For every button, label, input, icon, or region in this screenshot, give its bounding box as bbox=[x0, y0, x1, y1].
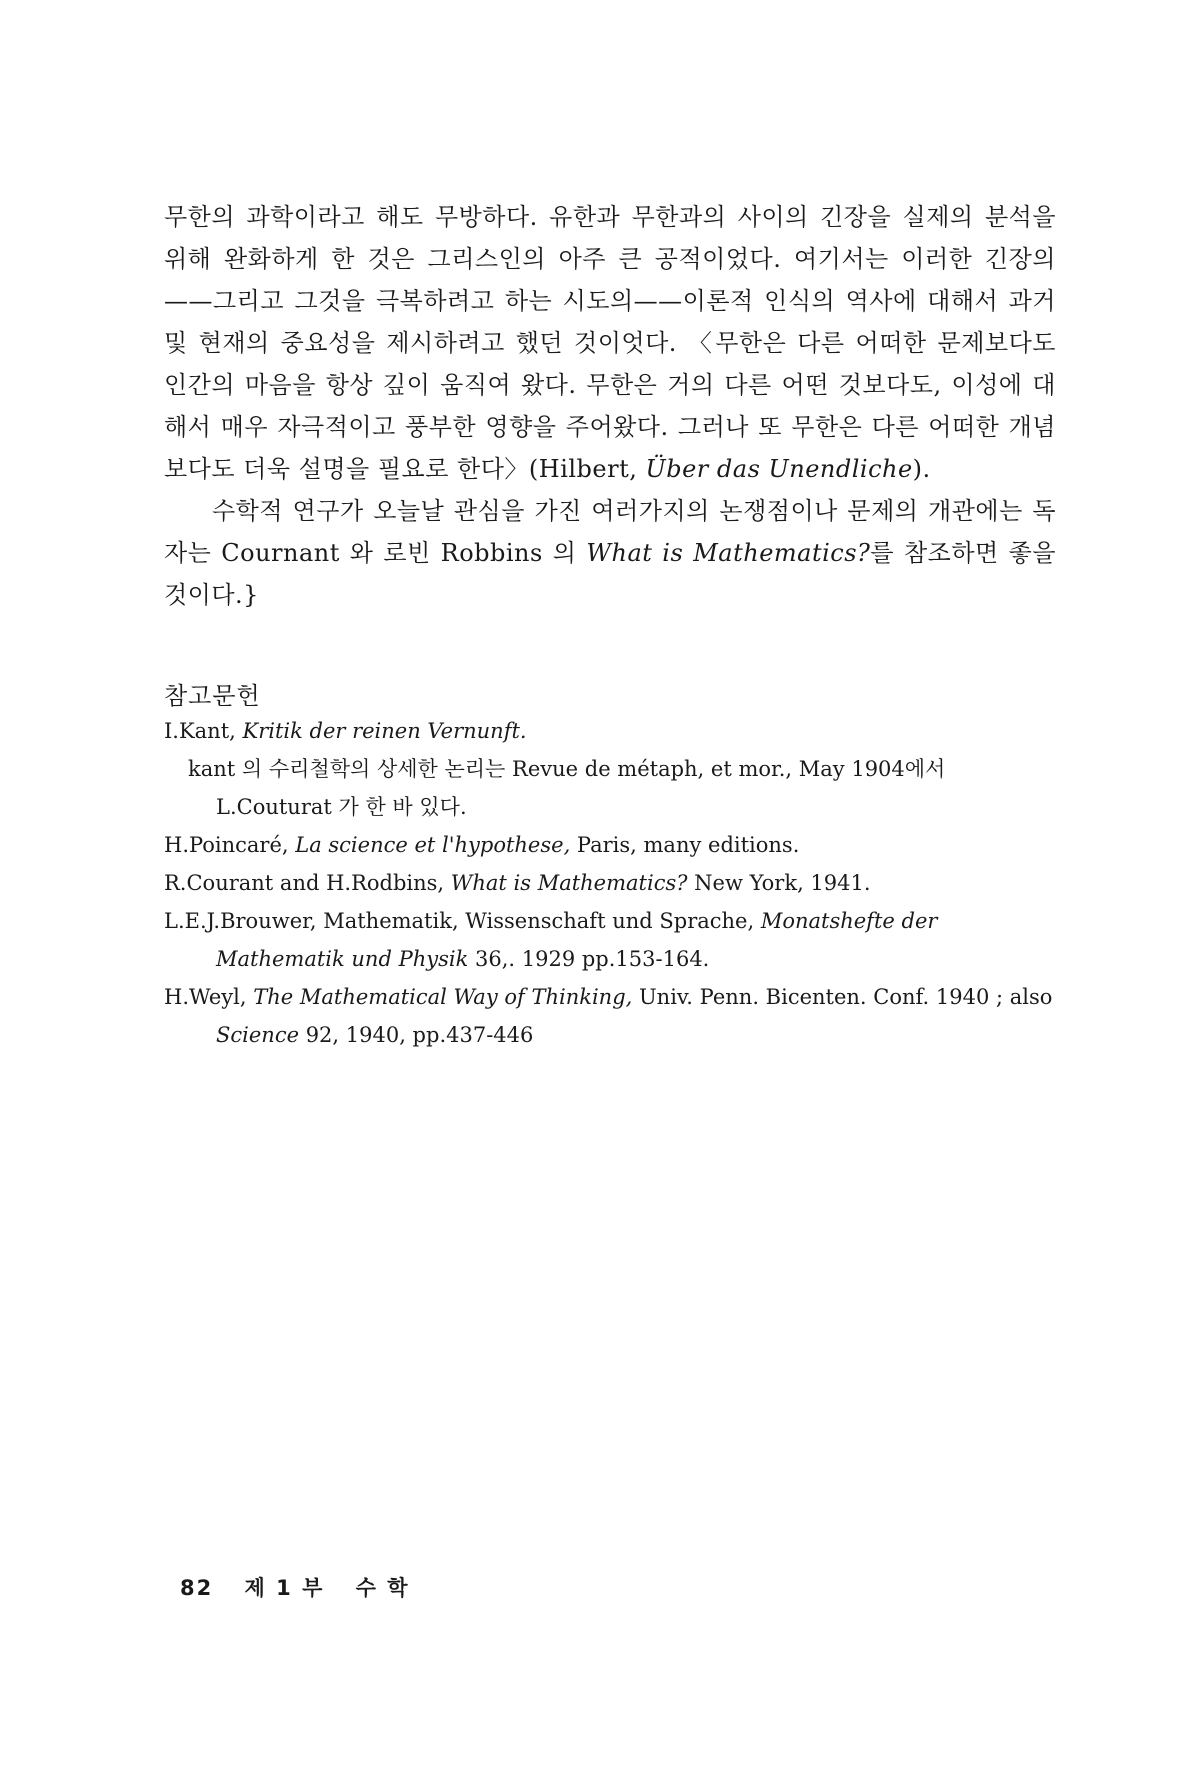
text-run: Univ. Penn. Bicenten. Conf. 1940 ; also bbox=[632, 985, 1053, 1009]
reference-entry bbox=[164, 902, 1064, 978]
reference-entry bbox=[164, 826, 1064, 864]
text-run: 수학적 연구가 오늘날 관심을 가진 여러가지의 논쟁점이나 문제의 개관에는 독자는 Cournant 와 로빈 Robbins 의 bbox=[164, 497, 1056, 567]
references-list bbox=[164, 712, 1064, 1054]
text-run: H.Weyl, bbox=[164, 985, 254, 1009]
reference-entry bbox=[164, 978, 1064, 1054]
italic-text: Monatshefte der Mathematik und Physik bbox=[216, 909, 938, 971]
text-run: 92, 1940, pp.437-446 bbox=[299, 1023, 534, 1047]
reference-entry bbox=[164, 712, 1064, 750]
text-run: ). bbox=[912, 455, 931, 483]
page-footer bbox=[180, 1572, 432, 1602]
body-paragraph bbox=[164, 490, 1056, 616]
italic-text: The Mathematical Way of Thinking, bbox=[253, 985, 633, 1009]
text-run: L.E.J.Brouwer, Mathematik, Wissenschaft und Sprache, bbox=[164, 909, 761, 933]
text-run: 무한의 과학이라고 해도 무방하다. 유한과 무한과의 사이의 긴장을 실제의 분석을 위해 완화하게 한 것은 그리스인의 아주 큰 공적이었다. 여기서는 이러한 긴장의——그리고 그것을 극복하려고 하는 시도의——이론적 인식의 역사에 대해서 과거 및 현재의 중요성을 제시하려고 했던 것이엇다. 〈무한은 다른 어떠한 문제보다도 인간의 마음을 항상 깊이 움직여 왔다. 무한은 거의 다른 어떤 것보다도, 이성에 대해서 매우 자극적이고 풍부한 영향을 주어왔다. 그러나 또 무한은 다른 어떠한 개념보다도 더욱 설명을 필요로 한다〉(Hilbert, bbox=[164, 203, 1056, 483]
reference-entry bbox=[164, 864, 1064, 902]
italic-text: La science et l'hypothese, bbox=[295, 833, 571, 857]
references-heading: 참고문헌 bbox=[164, 682, 261, 710]
page-number: 82 bbox=[180, 1576, 214, 1600]
text-run: New York, 1941. bbox=[687, 871, 871, 895]
italic-text: Science bbox=[216, 1023, 300, 1047]
part-label: 제 1 부 bbox=[244, 1576, 325, 1600]
text-run: I.Kant, bbox=[164, 719, 243, 743]
text-run: H.Poincaré, bbox=[164, 833, 296, 857]
reference-note bbox=[164, 750, 1064, 826]
italic-text: What is Mathematics? bbox=[586, 539, 871, 567]
italic-text: Kritik der reinen Vernunft. bbox=[242, 719, 527, 743]
italic-text: What is Mathematics? bbox=[450, 871, 688, 895]
subject-label: 수 학 bbox=[355, 1576, 410, 1600]
body-paragraph bbox=[164, 196, 1056, 490]
text-run: Paris, many editions. bbox=[570, 833, 800, 857]
italic-text: Über das Unendliche bbox=[645, 455, 913, 483]
text-run: kant 의 수리철학의 상세한 논리는 Revue de métaph, et mor., May 1904에서 L.Couturat 가 한 바 있다. bbox=[188, 757, 946, 819]
body-text bbox=[164, 196, 1056, 616]
text-run: 를 참조하면 좋을 것이다.} bbox=[164, 539, 1056, 609]
text-run: 36,. 1929 pp.153-164. bbox=[468, 947, 710, 971]
text-run: R.Courant and H.Rodbins, bbox=[164, 871, 451, 895]
